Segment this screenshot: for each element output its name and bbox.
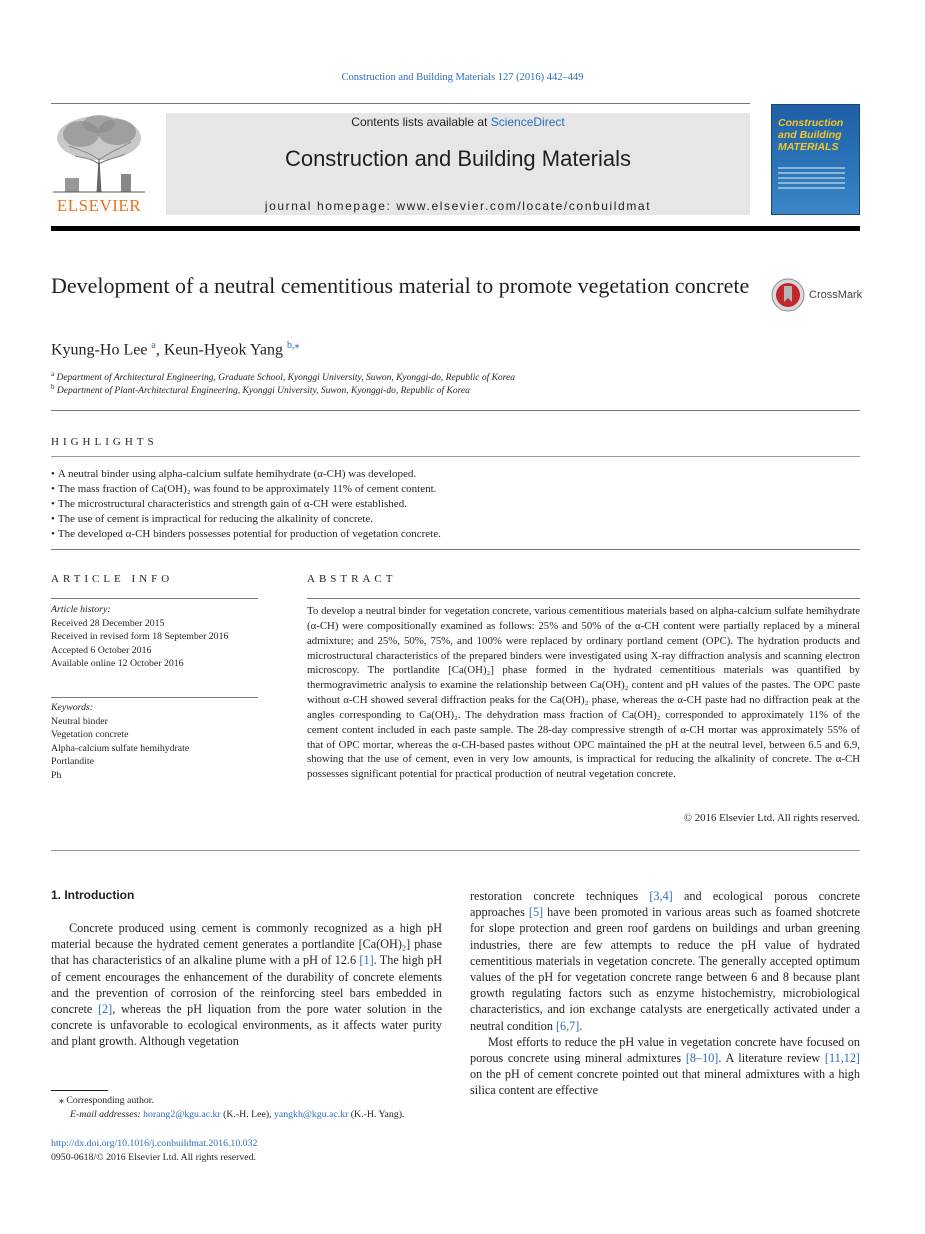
body-text: Most efforts to reduce the pH value in vegetation concrete have focused on porous concrete using mineral admixtures — [470, 1034, 860, 1066]
citation-link[interactable]: [11,12] — [824, 1051, 860, 1066]
citation-link[interactable]: [3,4] — [649, 889, 673, 903]
section-heading-introduction: 1. Introduction — [51, 888, 135, 902]
intro-paragraph — [470, 888, 860, 1034]
header-thick-rule — [51, 226, 860, 231]
highlight-item: • The use of cement is impractical for reducing the alkalinity of concrete. — [51, 512, 860, 527]
author-affiliation-marker[interactable]: a — [151, 340, 156, 351]
crossmark-label: CrossMark — [809, 289, 863, 301]
body-text: on the pH of cement concrete pointed out that mineral admixtures with a high silica content are effective — [470, 1067, 860, 1098]
elsevier-wordmark: ELSEVIER — [56, 196, 142, 215]
keyword: Ph — [51, 769, 62, 781]
intro-paragraph — [51, 920, 442, 1050]
contents-line — [166, 115, 750, 129]
body-text: . — [579, 1018, 583, 1033]
corresponding-author-note: ⁎ Corresponding author. — [59, 1095, 154, 1106]
citation-link[interactable]: [8–10] — [685, 1051, 719, 1066]
article-info-heading: ARTICLE INFO — [51, 573, 174, 585]
section-rule — [51, 410, 860, 411]
section-rule — [51, 456, 860, 457]
intro-right-column — [470, 888, 860, 1099]
affiliation-marker: b — [51, 383, 55, 391]
affiliation-text: Department of Architectural Engineering, Graduate School, Kyonggi University, Suwon, Kyonggi-do, Republic of Korea — [56, 373, 515, 384]
body-text: Concrete produced using cement is commonly recognized as a high pH material because the hydrated cement generates a portlandite [Ca(OH)₂] phase that has characteristics of an alkaline plume with a pH of 12.6 — [51, 921, 442, 968]
cover-text-lines — [778, 167, 855, 189]
body-text: . A literature review — [718, 1051, 825, 1066]
citation-link[interactable]: [1] — [359, 953, 374, 968]
keywords-label: Keywords: — [51, 702, 94, 713]
author-name[interactable]: Keun-Hyeok Yang — [163, 341, 283, 359]
author-affiliation-marker[interactable]: b,⁎ — [286, 340, 300, 351]
email-owner: (K.-H. Lee), — [220, 1109, 275, 1120]
contents-prefix: Contents lists available at — [351, 115, 491, 129]
intro-paragraph — [470, 1034, 860, 1099]
history-item: Received 28 December 2015 — [51, 617, 165, 629]
section-rule — [51, 549, 860, 550]
highlights-heading: HIGHLIGHTS — [51, 436, 158, 448]
keyword: Alpha-calcium sulfate hemihydrate — [51, 742, 190, 754]
article-history — [51, 603, 261, 671]
body-text: have been promoted in various areas such as foamed shotcrete for slope protection and green roof gardens on buildings and urban greening industries, there are few attempts to reduce the pH value of hydrated cementitious materials in vegetation concrete. The generally accepted optimum values of the pH for vegetation concrete range between 6 and 8 because plant growth regulating factors such as enzyme histochemistry, microbiological characteristics, and ion exchange catalysts are energetically activated under a neutral condition — [470, 905, 860, 1033]
history-item: Accepted 6 October 2016 — [51, 644, 152, 656]
affiliation-b — [51, 383, 470, 396]
elsevier-logo — [51, 112, 147, 216]
section-rule — [51, 598, 258, 599]
footnote-rule — [51, 1090, 108, 1091]
citation-link[interactable]: [2] — [97, 1002, 113, 1017]
doi-block — [51, 1137, 257, 1164]
email-link[interactable]: yangkh@kgu.ac.kr — [274, 1109, 349, 1120]
doi-link[interactable]: http://dx.doi.org/10.1016/j.conbuildmat.2016.10.032 — [51, 1138, 258, 1149]
citation-link[interactable]: [6,7] — [555, 1018, 580, 1033]
section-rule — [51, 697, 258, 698]
header-rule — [51, 103, 750, 104]
highlight-item: • A neutral binder using alpha-calcium sulfate hemihydrate (α-CH) was developed. — [51, 467, 860, 482]
keyword: Neutral binder — [51, 715, 108, 727]
email-link[interactable]: horang2@kgu.ac.kr — [143, 1109, 221, 1120]
highlight-item: • The microstructural characteristics and strength gain of α-CH were established. — [51, 497, 860, 512]
abstract-text: To develop a neutral binder for vegetation concrete, various cementitious materials based on alpha-calcium sulfate hemihydrate (α-CH) were compositionally examined as follows: 25% and 50% of the α-CH content were partially replaced by a mineral admixture; and 25%, 50%, 75%, and 100% were replaced by ordinary portland cement (OPC). The hydration products and microstructural characteristics of the prepared binders were investigated using X-ray diffraction analysis and scanning electron microscopy. The portlandite [Ca(OH)₂] phase formed in the hydrated cementitious materials was quantified by thermogravimetric analysis to examine the relationship between Ca(OH)₂ content and pH values of the pastes. The OPC paste without α-CH showed several diffraction peaks for the Ca(OH)₂ phase, whereas the α-CH paste had no diffraction peak at the angles corresponding to Ca(OH)₂. The dehydration mass fraction of Ca(OH)₂ corresponded to approximately 11% of the cement content included in each paste sample. The 28-day compressive strength of α-CH mortar was approximately 55% of that of OPC mortar, whereas the α-CH-based pastes without OPC maintained the pH at the neutral level, between 6.5 and 6.9, showing that the use of cement, even in very low amounts, is impractical for reducing the alkalinity of concrete. The α-CH possesses significant potential for practical production of neutral vegetation concrete. — [307, 605, 860, 781]
highlight-item: • The developed α-CH binders possesses potential for production of vegetation concrete. — [51, 527, 860, 542]
crossmark-icon — [771, 278, 805, 312]
journal-cover-image[interactable] — [771, 104, 860, 215]
section-rule — [307, 598, 860, 599]
history-item: Received in revised form 18 September 2016 — [51, 631, 229, 642]
email-label: E-mail addresses: — [70, 1109, 144, 1120]
citation-link[interactable]: [5] — [528, 905, 544, 920]
article-title: Development of a neutral cementitious material to promote vegetation concrete — [51, 273, 750, 298]
sciencedirect-link[interactable]: ScienceDirect — [490, 115, 565, 129]
body-text: and ecological porous concrete approaches — [470, 889, 860, 920]
author-list: Kyung-Ho Lee $^a$, Keun-Hyeok Yang $^{b,⁎}$ — [51, 340, 300, 359]
body-text: , whereas the pH liquation from the pore water solution in the concrete is unfavorable to ecological environments, as it affects water purity and plant growth. Although vegetation — [51, 1002, 442, 1049]
journal-citation-link[interactable]: Construction and Building Materials 127 (2016) 442–449 — [341, 72, 584, 83]
journal-name: Construction and Building Materials — [284, 146, 632, 171]
email-addresses — [51, 1108, 446, 1122]
keyword: Vegetation concrete — [51, 729, 129, 740]
keyword: Portlandite — [51, 756, 94, 767]
footnote — [51, 1094, 446, 1122]
history-label: Article history: — [51, 604, 111, 615]
section-rule — [51, 850, 860, 851]
abstract-copyright: © 2016 Elsevier Ltd. All rights reserved. — [683, 812, 860, 824]
email-owner: (K.-H. Yang). — [348, 1109, 405, 1120]
elsevier-tree-icon — [51, 112, 147, 196]
affiliation-a — [51, 370, 515, 383]
highlight-item: • The mass fraction of Ca(OH)₂ was found to be approximately 11% of cement content. — [51, 482, 860, 497]
journal-banner — [166, 113, 750, 215]
author-name[interactable]: Kyung-Ho Lee — [51, 341, 148, 359]
journal-homepage[interactable]: journal homepage: www.elsevier.com/locate/conbuildmat — [264, 199, 652, 213]
issn-line: 0950-0618/© 2016 Elsevier Ltd. All rights reserved. — [51, 1151, 256, 1163]
crossmark-badge[interactable] — [771, 278, 866, 312]
history-item: Available online 12 October 2016 — [51, 658, 184, 669]
affiliation-marker: a — [51, 370, 55, 378]
cover-title: Construction and Building MATERIALS — [778, 117, 844, 153]
abstract-heading: ABSTRACT — [307, 573, 397, 585]
affiliation-text: Department of Plant-Architectural Engineering, Kyonggi University, Suwon, Kyonggi-do, Republic of Korea — [56, 386, 470, 397]
keywords — [51, 701, 261, 782]
body-text: . The high pH of cement encourages the enhancement of the durability of concrete elements and the prevention of corrosion of the reinforcing steel bars embedded in concrete — [51, 953, 442, 1017]
body-text: restoration concrete techniques — [470, 889, 650, 903]
highlights-list — [51, 467, 860, 542]
